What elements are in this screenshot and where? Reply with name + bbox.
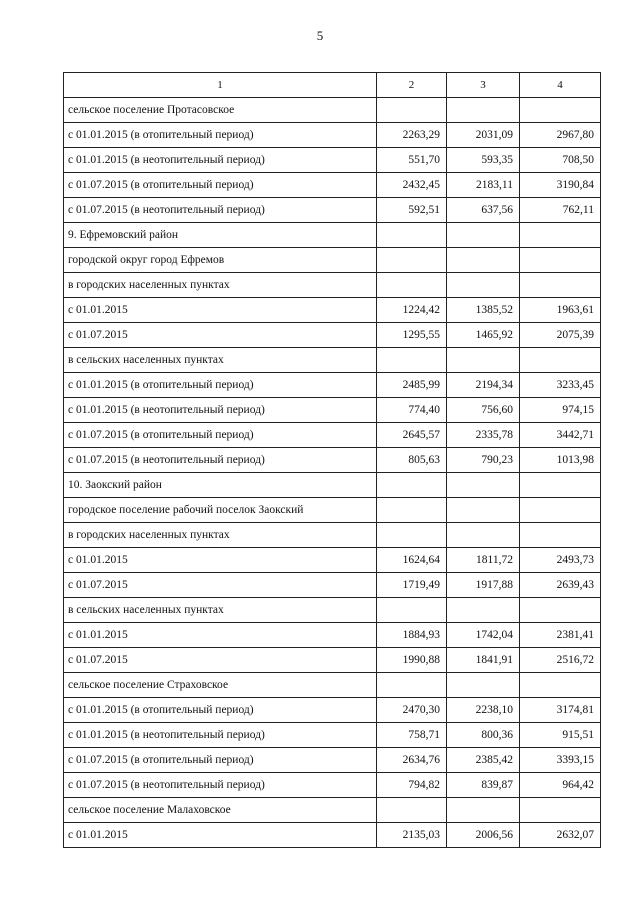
table-row [64, 498, 601, 523]
row-label: с 01.01.2015 (в отопительный период) [64, 373, 377, 398]
value-cell-col3 [447, 598, 520, 623]
table-row [64, 823, 601, 848]
value-cell-col4: 3233,45 [520, 373, 601, 398]
row-label: с 01.07.2015 (в неотопительный период) [64, 448, 377, 473]
value-cell-col2 [377, 523, 447, 548]
table-row [64, 198, 601, 223]
value-cell-col4: 2967,80 [520, 123, 601, 148]
value-cell-col4: 915,51 [520, 723, 601, 748]
value-cell-col3: 1841,91 [447, 648, 520, 673]
row-label: с 01.01.2015 (в отопительный период) [64, 698, 377, 723]
header-cell-3: 3 [447, 73, 520, 98]
value-cell-col3: 2335,78 [447, 423, 520, 448]
table-row [64, 98, 601, 123]
table-row [64, 648, 601, 673]
table-row [64, 148, 601, 173]
value-cell-col2: 1295,55 [377, 323, 447, 348]
row-label: с 01.01.2015 [64, 823, 377, 848]
value-cell-col2: 794,82 [377, 773, 447, 798]
row-label: с 01.01.2015 [64, 298, 377, 323]
value-cell-col4 [520, 273, 601, 298]
table-row [64, 548, 601, 573]
value-cell-col3: 2183,11 [447, 173, 520, 198]
table-row [64, 223, 601, 248]
row-label: городское поселение рабочий поселок Заокский [64, 498, 377, 523]
table-row [64, 673, 601, 698]
value-cell-col4: 2075,39 [520, 323, 601, 348]
row-label: с 01.07.2015 [64, 573, 377, 598]
header-cell-4: 4 [520, 73, 601, 98]
value-cell-col2: 2645,57 [377, 423, 447, 448]
value-cell-col2 [377, 673, 447, 698]
table-row [64, 323, 601, 348]
table-row [64, 423, 601, 448]
table-row [64, 398, 601, 423]
row-label: с 01.01.2015 (в неотопительный период) [64, 148, 377, 173]
value-cell-col2 [377, 498, 447, 523]
table-row [64, 598, 601, 623]
value-cell-col4: 3442,71 [520, 423, 601, 448]
table-row [64, 123, 601, 148]
row-label: с 01.07.2015 (в отопительный период) [64, 173, 377, 198]
value-cell-col2: 774,40 [377, 398, 447, 423]
row-label: сельское поселение Малаховское [64, 798, 377, 823]
value-cell-col2: 592,51 [377, 198, 447, 223]
row-label: 10. Заокский район [64, 473, 377, 498]
row-label: с 01.07.2015 [64, 648, 377, 673]
value-cell-col4: 3393,15 [520, 748, 601, 773]
row-label: с 01.07.2015 (в отопительный период) [64, 748, 377, 773]
value-cell-col3 [447, 498, 520, 523]
row-label: с 01.07.2015 (в неотопительный период) [64, 198, 377, 223]
row-label: в городских населенных пунктах [64, 523, 377, 548]
value-cell-col2: 1884,93 [377, 623, 447, 648]
value-cell-col3 [447, 673, 520, 698]
value-cell-col2 [377, 598, 447, 623]
page-number: 5 [316, 28, 324, 43]
value-cell-col3: 2238,10 [447, 698, 520, 723]
value-cell-col2 [377, 273, 447, 298]
value-cell-col3 [447, 273, 520, 298]
row-label: в сельских населенных пунктах [64, 348, 377, 373]
value-cell-col2: 2135,03 [377, 823, 447, 848]
row-label: городской округ город Ефремов [64, 248, 377, 273]
value-cell-col4: 2639,43 [520, 573, 601, 598]
value-cell-col2 [377, 248, 447, 273]
value-cell-col4: 1013,98 [520, 448, 601, 473]
value-cell-col2: 1624,64 [377, 548, 447, 573]
value-cell-col2: 2263,29 [377, 123, 447, 148]
value-cell-col4: 2381,41 [520, 623, 601, 648]
value-cell-col3 [447, 348, 520, 373]
value-cell-col4: 2632,07 [520, 823, 601, 848]
value-cell-col4: 1963,61 [520, 298, 601, 323]
value-cell-col2: 2432,45 [377, 173, 447, 198]
value-cell-col2: 2470,30 [377, 698, 447, 723]
value-cell-col2: 805,63 [377, 448, 447, 473]
table-row [64, 273, 601, 298]
value-cell-col3: 1742,04 [447, 623, 520, 648]
value-cell-col4 [520, 598, 601, 623]
table-row [64, 773, 601, 798]
table-row [64, 448, 601, 473]
value-cell-col3: 2031,09 [447, 123, 520, 148]
tariff-table [63, 72, 601, 848]
row-label: с 01.01.2015 [64, 623, 377, 648]
row-label: с 01.07.2015 [64, 323, 377, 348]
value-cell-col3: 800,36 [447, 723, 520, 748]
row-label: в сельских населенных пунктах [64, 598, 377, 623]
row-label: сельское поселение Протасовское [64, 98, 377, 123]
row-label: с 01.01.2015 [64, 548, 377, 573]
value-cell-col3 [447, 798, 520, 823]
value-cell-col2: 551,70 [377, 148, 447, 173]
header-cell-2: 2 [377, 73, 447, 98]
value-cell-col3 [447, 248, 520, 273]
value-cell-col3: 2385,42 [447, 748, 520, 773]
table-row [64, 298, 601, 323]
value-cell-col3: 1465,92 [447, 323, 520, 348]
value-cell-col2: 1224,42 [377, 298, 447, 323]
table-row [64, 698, 601, 723]
value-cell-col2 [377, 473, 447, 498]
value-cell-col3: 839,87 [447, 773, 520, 798]
table-row [64, 748, 601, 773]
row-label: сельское поселение Страховское [64, 673, 377, 698]
value-cell-col4: 2493,73 [520, 548, 601, 573]
row-label: с 01.01.2015 (в неотопительный период) [64, 723, 377, 748]
row-label: с 01.07.2015 (в неотопительный период) [64, 773, 377, 798]
table-row [64, 173, 601, 198]
value-cell-col3: 1385,52 [447, 298, 520, 323]
value-cell-col4 [520, 348, 601, 373]
value-cell-col2: 1990,88 [377, 648, 447, 673]
row-label: с 01.07.2015 (в отопительный период) [64, 423, 377, 448]
table-row [64, 248, 601, 273]
value-cell-col4: 2516,72 [520, 648, 601, 673]
value-cell-col2: 1719,49 [377, 573, 447, 598]
value-cell-col2: 2634,76 [377, 748, 447, 773]
table-row [64, 623, 601, 648]
value-cell-col3: 593,35 [447, 148, 520, 173]
table-row [64, 798, 601, 823]
value-cell-col3: 2006,56 [447, 823, 520, 848]
table-row [64, 523, 601, 548]
value-cell-col4: 708,50 [520, 148, 601, 173]
value-cell-col4 [520, 498, 601, 523]
value-cell-col3: 637,56 [447, 198, 520, 223]
value-cell-col2 [377, 798, 447, 823]
value-cell-col2 [377, 348, 447, 373]
value-cell-col4 [520, 523, 601, 548]
value-cell-col3: 1917,88 [447, 573, 520, 598]
value-cell-col4: 762,11 [520, 198, 601, 223]
value-cell-col2 [377, 98, 447, 123]
value-cell-col2: 758,71 [377, 723, 447, 748]
value-cell-col4: 964,42 [520, 773, 601, 798]
table-header-row [64, 73, 601, 98]
table-row [64, 723, 601, 748]
value-cell-col4 [520, 473, 601, 498]
value-cell-col4: 974,15 [520, 398, 601, 423]
table-row [64, 473, 601, 498]
value-cell-col4 [520, 673, 601, 698]
row-label: 9. Ефремовский район [64, 223, 377, 248]
value-cell-col4: 3174,81 [520, 698, 601, 723]
value-cell-col3: 756,60 [447, 398, 520, 423]
header-cell-1: 1 [64, 73, 377, 98]
value-cell-col4: 3190,84 [520, 173, 601, 198]
value-cell-col4 [520, 223, 601, 248]
row-label: с 01.01.2015 (в неотопительный период) [64, 398, 377, 423]
value-cell-col3: 790,23 [447, 448, 520, 473]
table-row [64, 373, 601, 398]
value-cell-col3 [447, 473, 520, 498]
value-cell-col3: 2194,34 [447, 373, 520, 398]
row-label: с 01.01.2015 (в отопительный период) [64, 123, 377, 148]
value-cell-col3: 1811,72 [447, 548, 520, 573]
table-row [64, 348, 601, 373]
value-cell-col2 [377, 223, 447, 248]
value-cell-col2: 2485,99 [377, 373, 447, 398]
row-label: в городских населенных пунктах [64, 273, 377, 298]
table-row [64, 573, 601, 598]
value-cell-col4 [520, 798, 601, 823]
value-cell-col3 [447, 523, 520, 548]
value-cell-col3 [447, 98, 520, 123]
value-cell-col4 [520, 98, 601, 123]
value-cell-col3 [447, 223, 520, 248]
value-cell-col4 [520, 248, 601, 273]
